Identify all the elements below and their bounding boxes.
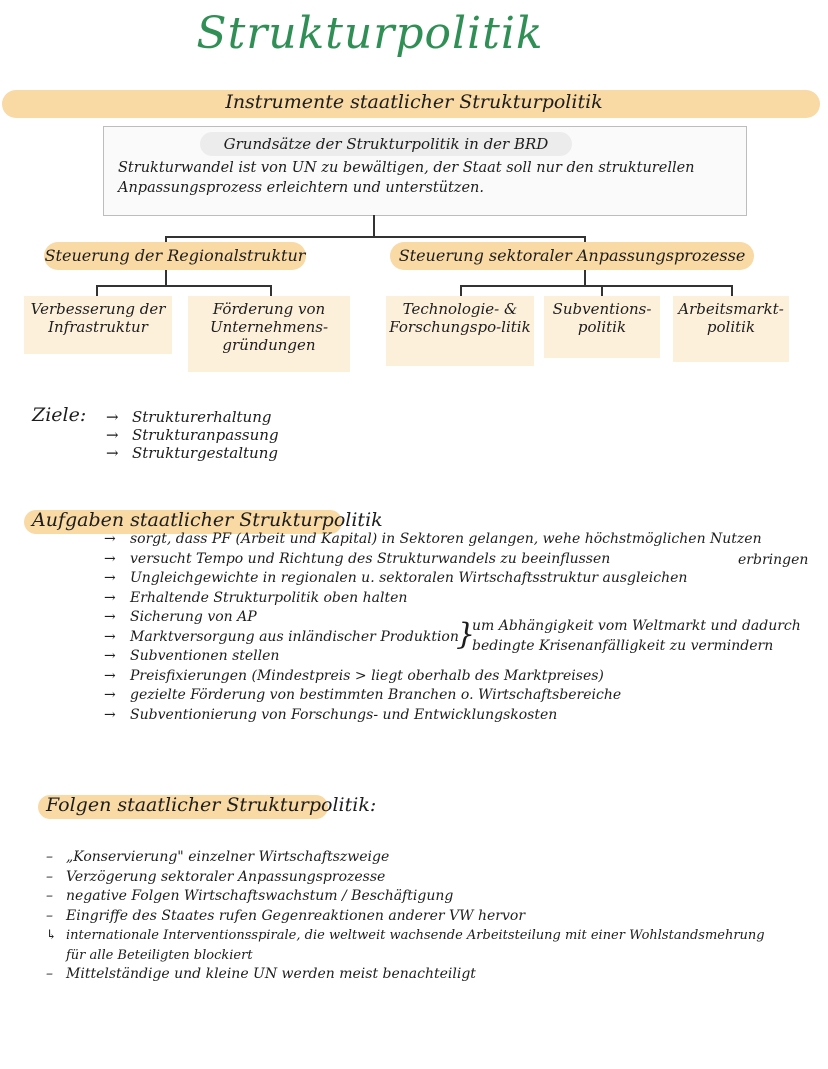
goal-item: → Strukturerhaltung [106, 408, 272, 426]
bracket-icon: } [456, 617, 476, 652]
task-item: → Subventionierung von Forschungs- und Entwicklungskosten [104, 706, 814, 726]
arrow-icon: → [104, 667, 116, 684]
task-item: → Ungleichgewichte in regionalen u. sektoralen Wirtschaftsstruktur ausgleichen [104, 569, 814, 589]
arrow-icon: → [104, 648, 116, 664]
arrow-icon: → [106, 426, 119, 444]
consequence-sub-item: ↳ internationale Interventionsspirale, die weltweit wachsende Arbeitsteilung mit einer Wohlstandsmehrung [46, 926, 806, 946]
task-item: → Preisfixierungen (Mindestpreis > liegt oberhalb des Marktpreises) [104, 667, 814, 687]
dash-icon: – [46, 868, 53, 885]
task-item: → Sicherung von AP [104, 608, 814, 628]
banner-title: Instrumente staatlicher Strukturpolitik [225, 91, 603, 113]
dash-icon: – [46, 849, 53, 865]
task-item: → sorgt, dass PF (Arbeit und Kapital) in Sektoren gelangen, wehe höchstmöglichen Nutzen [104, 530, 814, 550]
arrow-icon: → [104, 570, 116, 586]
task-item: → Marktversorgung aus inländischer Produktion [104, 628, 814, 648]
task-item: → gezielte Förderung von bestimmten Branchen o. Wirtschaftsbereiche [104, 686, 814, 706]
labour-market-policy-box: Arbeitsmarkt-politik [673, 296, 789, 362]
principles-line-1: Strukturwandel ist von UN zu bewältigen, der Staat soll nur den strukturellen [118, 160, 695, 176]
principles-line-2: Anpassungsprozess erleichtern und unterstützen. [118, 180, 484, 196]
goals-label: Ziele: [32, 404, 87, 426]
arrow-icon: → [106, 444, 119, 462]
consequence-item: – Mittelständige und kleine UN werden meist benachteiligt [46, 965, 806, 985]
tree-branch [165, 236, 585, 238]
infrastructure-box: Verbesserung der Infrastruktur [24, 296, 172, 354]
arrow-icon: → [104, 550, 116, 567]
consequence-item: – negative Folgen Wirtschaftswachstum / Beschäftigung [46, 887, 806, 907]
regional-category: Steuerung der Regionalstruktur [44, 242, 306, 270]
arrow-icon: → [104, 589, 116, 606]
arrow-icon: → [104, 628, 116, 645]
arrow-icon: → [104, 706, 116, 723]
sub-arrow-icon: ↳ [46, 928, 57, 943]
goals-list [106, 408, 279, 462]
task-item: → Subventionen stellen [104, 647, 814, 667]
consequences-heading: Folgen staatlicher Strukturpolitik: [46, 794, 377, 816]
goal-item: → Strukturanpassung [106, 426, 279, 444]
dash-icon: – [46, 888, 53, 904]
principles-text [118, 158, 738, 198]
consequence-item: – Eingriffe des Staates rufen Gegenreaktionen anderer VW hervor [46, 907, 806, 927]
principles-heading: Grundsätze der Strukturpolitik in der BRD [200, 132, 572, 156]
sectoral-stem [584, 270, 586, 286]
dash-icon: – [46, 966, 53, 982]
dash-icon: – [46, 907, 53, 924]
arrow-icon: → [104, 609, 116, 625]
consequence-item: – Verzögerung sektoraler Anpassungsprozesse [46, 868, 806, 888]
task-item: → Erhaltende Strukturpolitik oben halten [104, 589, 814, 609]
tree-stem [373, 215, 375, 237]
technology-policy-box: Technologie- & Forschungspo-litik [386, 296, 534, 366]
consequence-item: – „Konservierung" einzelner Wirtschaftszweige [46, 848, 806, 868]
arrow-icon: → [106, 408, 119, 426]
page-title: Strukturpolitik [196, 8, 544, 59]
arrow-icon: → [104, 687, 116, 703]
founding-support-box: Förderung von Unternehmens-gründungen [188, 296, 350, 372]
bracket-note-2: bedingte Krisenanfälligkeit zu vermindern [472, 638, 774, 654]
tasks-heading: Aufgaben staatlicher Strukturpolitik [32, 509, 383, 531]
subsidy-policy-box: Subventions-politik [544, 296, 660, 358]
task-continuation: erbringen [738, 552, 809, 568]
regional-stem [165, 270, 167, 286]
regional-branch [96, 285, 271, 287]
sectoral-category: Steuerung sektoraler Anpassungsprozesse [390, 242, 754, 270]
consequences-list [46, 848, 806, 985]
task-item: → versucht Tempo und Richtung des Strukturwandels zu beeinflussen [104, 550, 814, 570]
goal-item: → Strukturgestaltung [106, 444, 278, 462]
consequence-sub-item-cont: für alle Beteiligten blockiert [66, 947, 253, 963]
sectoral-branch [460, 285, 732, 287]
arrow-icon: → [104, 531, 116, 547]
bracket-note-1: um Abhängigkeit vom Weltmarkt und dadurch [472, 618, 801, 634]
